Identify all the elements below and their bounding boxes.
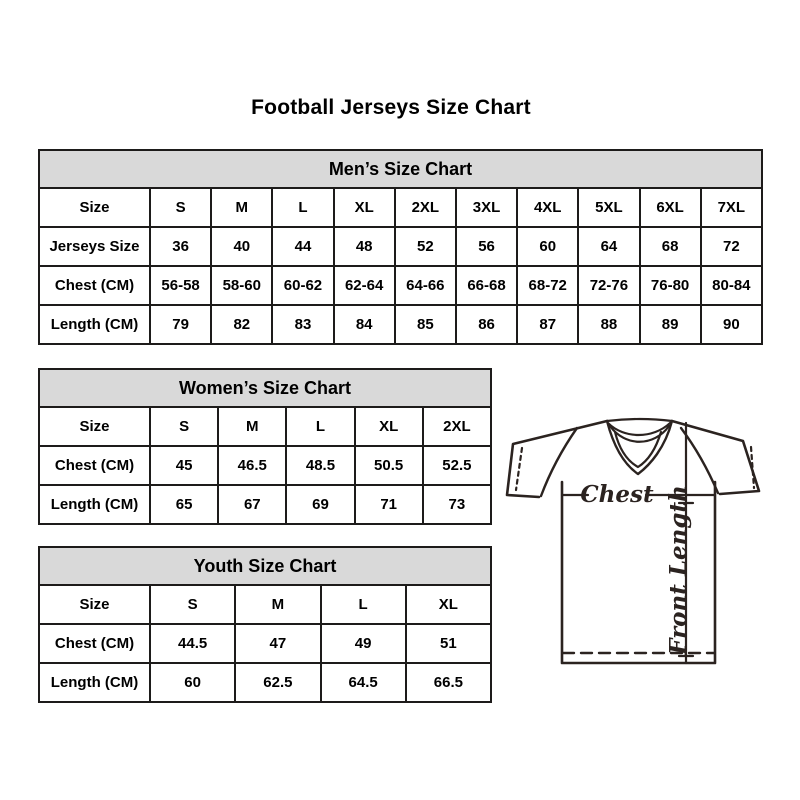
mens-column-header-row bbox=[39, 188, 762, 227]
cell-value: 52.5 bbox=[423, 446, 491, 485]
cell-value: 64 bbox=[578, 227, 639, 266]
cell-value: 68 bbox=[640, 227, 701, 266]
row-label: Length (CM) bbox=[39, 485, 150, 524]
page-title: Football Jerseys Size Chart bbox=[251, 96, 531, 119]
chest-label: Chest bbox=[580, 481, 654, 508]
cell-value: 62.5 bbox=[235, 663, 320, 702]
womens-col-2xl: 2XL bbox=[423, 407, 491, 446]
mens-col-s: S bbox=[150, 188, 211, 227]
cell-value: 85 bbox=[395, 305, 456, 344]
youth-section-header: Youth Size Chart bbox=[39, 547, 491, 585]
row-label: Chest (CM) bbox=[39, 266, 150, 305]
cell-value: 64.5 bbox=[321, 663, 406, 702]
cell-value: 44 bbox=[272, 227, 333, 266]
cell-value: 83 bbox=[272, 305, 333, 344]
cell-value: 52 bbox=[395, 227, 456, 266]
womens-size-table bbox=[38, 368, 492, 525]
cell-value: 86 bbox=[456, 305, 517, 344]
jersey-left-armhole-seam bbox=[541, 428, 577, 496]
mens-col-label: Size bbox=[39, 188, 150, 227]
cell-value: 79 bbox=[150, 305, 211, 344]
cell-value: 88 bbox=[578, 305, 639, 344]
front-length-label: Front Length bbox=[665, 485, 692, 655]
cell-value: 36 bbox=[150, 227, 211, 266]
mens-col-7xl: 7XL bbox=[701, 188, 762, 227]
table-row bbox=[39, 624, 491, 663]
table-row bbox=[39, 446, 491, 485]
youth-col-l: L bbox=[321, 585, 406, 624]
cell-value: 58-60 bbox=[211, 266, 272, 305]
cell-value: 49 bbox=[321, 624, 406, 663]
cell-value: 67 bbox=[218, 485, 286, 524]
cell-value: 72-76 bbox=[578, 266, 639, 305]
table-row bbox=[39, 305, 762, 344]
row-label: Length (CM) bbox=[39, 663, 150, 702]
row-label: Chest (CM) bbox=[39, 446, 150, 485]
cell-value: 48 bbox=[334, 227, 395, 266]
cell-value: 56 bbox=[456, 227, 517, 266]
jersey-body-outline bbox=[562, 482, 715, 663]
row-label: Jerseys Size bbox=[39, 227, 150, 266]
youth-col-label: Size bbox=[39, 585, 150, 624]
cell-value: 90 bbox=[701, 305, 762, 344]
cell-value: 45 bbox=[150, 446, 218, 485]
jersey-diagram-svg bbox=[493, 398, 773, 678]
mens-col-6xl: 6XL bbox=[640, 188, 701, 227]
youth-column-header-row bbox=[39, 585, 491, 624]
cell-value: 66-68 bbox=[456, 266, 517, 305]
womens-col-l: L bbox=[286, 407, 354, 446]
cell-value: 62-64 bbox=[334, 266, 395, 305]
mens-col-4xl: 4XL bbox=[517, 188, 578, 227]
youth-col-s: S bbox=[150, 585, 235, 624]
mens-col-xl: XL bbox=[334, 188, 395, 227]
mens-size-table bbox=[38, 149, 763, 345]
cell-value: 84 bbox=[334, 305, 395, 344]
womens-col-s: S bbox=[150, 407, 218, 446]
womens-col-m: M bbox=[218, 407, 286, 446]
cell-value: 51 bbox=[406, 624, 491, 663]
cell-value: 66.5 bbox=[406, 663, 491, 702]
jersey-collar-top-line bbox=[607, 419, 672, 421]
cell-value: 56-58 bbox=[150, 266, 211, 305]
cell-value: 48.5 bbox=[286, 446, 354, 485]
cell-value: 40 bbox=[211, 227, 272, 266]
mens-col-2xl: 2XL bbox=[395, 188, 456, 227]
mens-col-l: L bbox=[272, 188, 333, 227]
jersey-measurement-diagram bbox=[493, 398, 773, 678]
cell-value: 46.5 bbox=[218, 446, 286, 485]
womens-col-xl: XL bbox=[355, 407, 423, 446]
table-row bbox=[39, 227, 762, 266]
cell-value: 76-80 bbox=[640, 266, 701, 305]
cell-value: 80-84 bbox=[701, 266, 762, 305]
cell-value: 50.5 bbox=[355, 446, 423, 485]
cell-value: 68-72 bbox=[517, 266, 578, 305]
mens-col-3xl: 3XL bbox=[456, 188, 517, 227]
womens-col-label: Size bbox=[39, 407, 150, 446]
youth-size-table bbox=[38, 546, 492, 703]
womens-section-header: Women’s Size Chart bbox=[39, 369, 491, 407]
left-cuff-dashed-line bbox=[516, 448, 522, 490]
table-row bbox=[39, 485, 491, 524]
cell-value: 47 bbox=[235, 624, 320, 663]
cell-value: 60 bbox=[150, 663, 235, 702]
cell-value: 69 bbox=[286, 485, 354, 524]
table-row bbox=[39, 266, 762, 305]
mens-col-m: M bbox=[211, 188, 272, 227]
womens-section-header-row bbox=[39, 369, 491, 407]
mens-col-5xl: 5XL bbox=[578, 188, 639, 227]
womens-column-header-row bbox=[39, 407, 491, 446]
youth-col-m: M bbox=[235, 585, 320, 624]
row-label: Length (CM) bbox=[39, 305, 150, 344]
cell-value: 60-62 bbox=[272, 266, 333, 305]
youth-col-xl: XL bbox=[406, 585, 491, 624]
mens-section-header-row bbox=[39, 150, 762, 188]
cell-value: 82 bbox=[211, 305, 272, 344]
cell-value: 64-66 bbox=[395, 266, 456, 305]
mens-section-header: Men’s Size Chart bbox=[39, 150, 762, 188]
row-label: Chest (CM) bbox=[39, 624, 150, 663]
table-row bbox=[39, 663, 491, 702]
cell-value: 44.5 bbox=[150, 624, 235, 663]
cell-value: 73 bbox=[423, 485, 491, 524]
cell-value: 71 bbox=[355, 485, 423, 524]
cell-value: 89 bbox=[640, 305, 701, 344]
cell-value: 87 bbox=[517, 305, 578, 344]
cell-value: 60 bbox=[517, 227, 578, 266]
cell-value: 65 bbox=[150, 485, 218, 524]
cell-value: 72 bbox=[701, 227, 762, 266]
youth-section-header-row bbox=[39, 547, 491, 585]
